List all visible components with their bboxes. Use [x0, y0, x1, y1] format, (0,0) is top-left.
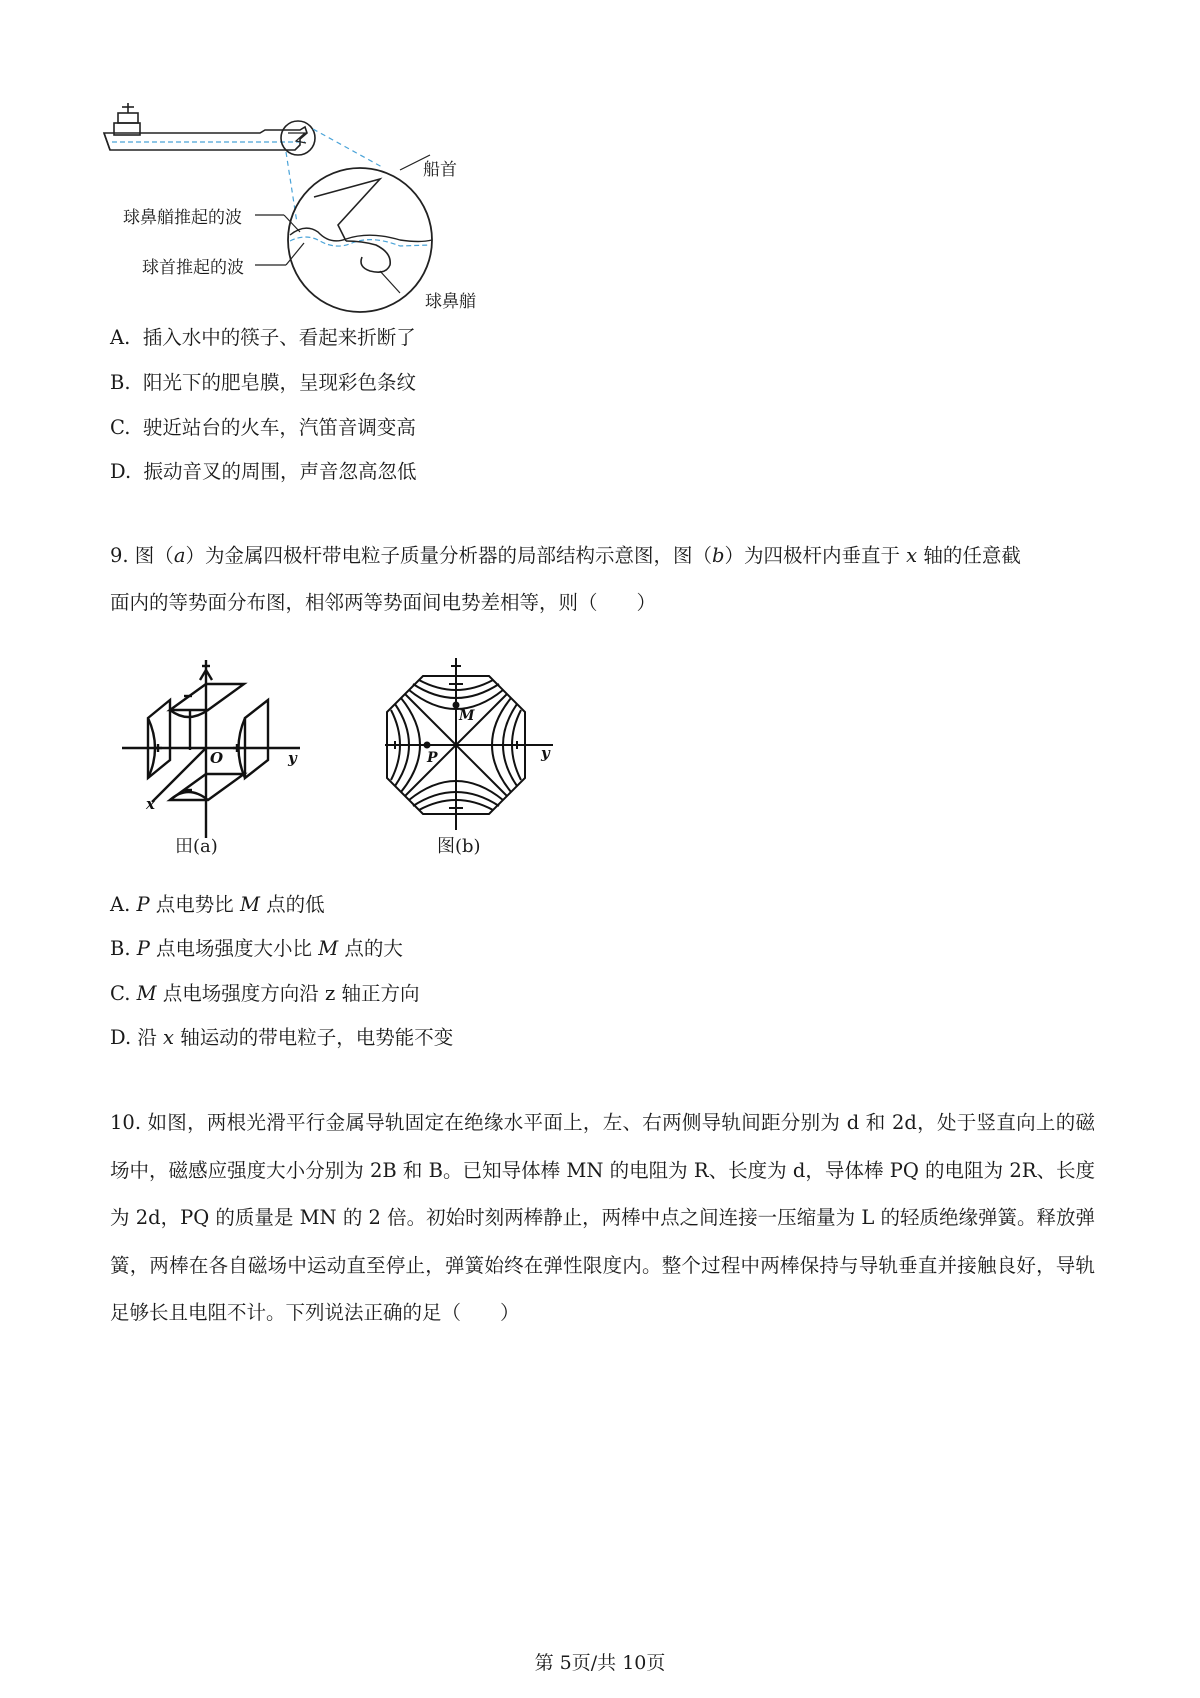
point-m-label: M: [459, 708, 475, 724]
figure-b-caption: 图(b): [437, 836, 481, 857]
axis-y-label-b: y: [541, 744, 550, 762]
q8-option-c: C. 驶近站台的火车，汽笛音调变高: [110, 416, 416, 439]
q8-option-a: A. 插入水中的筷子、看起来折断了: [110, 326, 416, 349]
quadrupole-figure-a: [120, 650, 320, 865]
origin-label: O: [210, 749, 224, 767]
quadrupole-figure-b: [385, 650, 595, 865]
q9-option-a: A. P 点电势比 M 点的低: [110, 893, 325, 916]
label-bow-wave: 球首推起的波: [142, 258, 244, 278]
q8-option-b: B. 阳光下的肥皂膜，呈现彩色条纹: [110, 371, 416, 394]
label-bulb-wave: 球鼻艏推起的波: [123, 208, 242, 228]
q9-option-d: D. 沿 x 轴运动的带电粒子，电势能不变: [110, 1026, 454, 1049]
point-p-marker: [424, 742, 431, 749]
point-p-label: P: [427, 750, 438, 766]
q9-option-c: C. M 点电场强度方向沿 z 轴正方向: [110, 982, 420, 1005]
label-bulb: 球鼻艏: [425, 292, 476, 312]
q9-stem-line1: 9. 图（a）为金属四极杆带电粒子质量分析器的局部结构示意图，图（b）为四极杆内垂直于 x 轴的任意截: [110, 544, 1021, 567]
q10-stem: 10. 如图，两根光滑平行金属导轨固定在绝缘水平面上，左、右两侧导轨间距分别为 d 和 2d，处于竖直向上的磁场中，磁感应强度大小分别为 2B 和 B。已知导体棒 MN 的电阻为 R、长度为 d，导体棒 PQ 的电阻为 2R、长度为 2d，PQ 的质量是 MN 的 2 倍。初始时刻两棒静止，两棒中点之间连接一压缩量为 L 的轻质绝缘弹簧。释放弹簧，两棒在各自磁场中运动直至停止，弹簧始终在弹性限度内。整个过程中两棒保持与导轨垂直并接触良好，导轨足够长且电阻不计。下列说法正确的足（ ）: [110, 1111, 1095, 1324]
axis-x-label-a: x: [146, 795, 155, 813]
q8-option-d: D. 振动音叉的周围，声音忽高忽低: [110, 460, 417, 483]
label-bow: 船首: [423, 160, 457, 180]
figure-a-caption: 田(a): [175, 836, 218, 857]
ship-bulbous-bow-figure: [100, 95, 520, 335]
equipotential-diagram: [385, 650, 595, 865]
axis-y-label-a: y: [288, 749, 297, 767]
q9-stem-line2: 面内的等势面分布图，相邻两等势面间电势差相等，则（ ）: [110, 591, 657, 614]
page-footer: 第 5页/共 10页: [534, 1652, 666, 1674]
quadrupole-3d-diagram: [120, 650, 320, 865]
q9-option-b: B. P 点电场强度大小比 M 点的大: [110, 937, 403, 960]
